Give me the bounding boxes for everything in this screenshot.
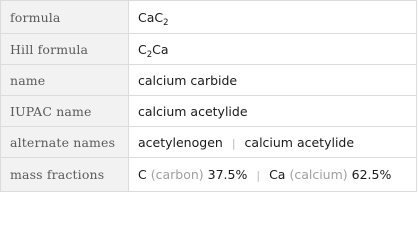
formula-value	[129, 1, 417, 34]
mass-fractions-value	[129, 158, 417, 192]
hill-formula-value	[129, 34, 417, 65]
iupac-name-label: IUPAC name	[1, 96, 129, 127]
table-row	[1, 96, 417, 127]
element-symbol: C	[138, 167, 147, 182]
table-row	[1, 158, 417, 192]
table-row	[1, 34, 417, 65]
mass-percent: 37.5%	[207, 167, 248, 182]
separator: |	[231, 136, 236, 150]
hill-formula-pre: C	[138, 41, 147, 57]
mass-percent: 62.5%	[351, 167, 392, 182]
table-row	[1, 1, 417, 34]
mass-fractions-label: mass fractions	[1, 158, 129, 192]
hill-formula-post: Ca	[152, 41, 169, 57]
formula-subscript: 2	[163, 17, 169, 28]
alternate-names-value	[129, 127, 417, 158]
name-value: calcium carbide	[129, 65, 417, 96]
alternate-name: calcium acetylide	[244, 134, 355, 150]
element-name: (carbon)	[150, 167, 204, 182]
element-symbol: Ca	[269, 167, 286, 182]
table-row	[1, 127, 417, 158]
alternate-names-label: alternate names	[1, 127, 129, 158]
hill-formula-subscript: 2	[146, 49, 153, 60]
element-name: (calcium)	[289, 167, 348, 182]
formula-main: CaC	[138, 9, 164, 25]
name-label: name	[1, 65, 129, 96]
separator: |	[256, 169, 261, 182]
hill-formula-label: Hill formula	[1, 34, 129, 65]
alternate-name: acetylenogen	[138, 134, 223, 150]
iupac-name-value: calcium acetylide	[129, 96, 417, 127]
table-row	[1, 65, 417, 96]
formula-label: formula	[1, 1, 129, 34]
